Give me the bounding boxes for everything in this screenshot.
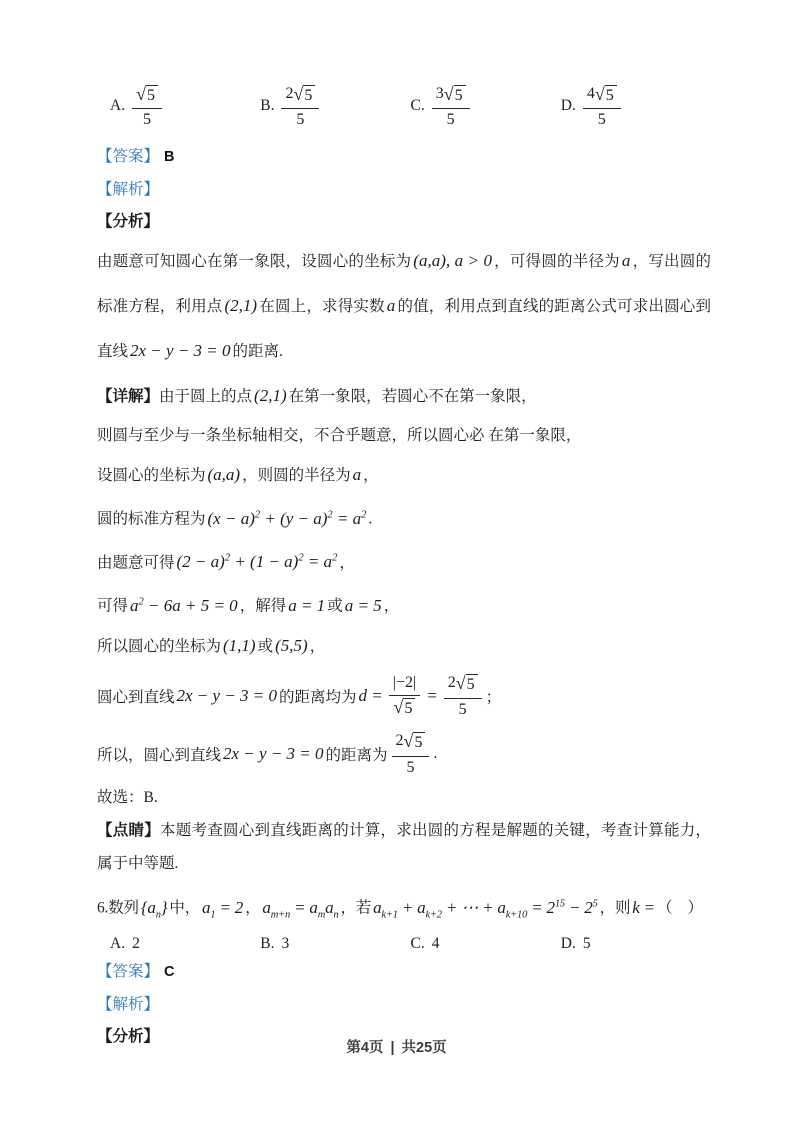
answer-value: B: [164, 148, 175, 165]
math-run: (a,a), a > 0: [413, 250, 492, 270]
radical: [293, 85, 315, 105]
math-sub: n: [155, 909, 161, 920]
fraction-denominator: 5: [597, 111, 606, 129]
option-label: A.: [110, 935, 126, 952]
text-run: 本题考查圆心到直线距离的计算，求出圆的方程是解题的关键，考查计算能力，属于中等题.: [97, 821, 711, 872]
math-sup: 2: [254, 508, 261, 520]
answer-label: 【答案】: [97, 963, 160, 980]
radical: [444, 85, 466, 105]
text-run: ，: [245, 899, 261, 917]
radicand: 5: [605, 85, 617, 105]
math-run: 2x − y − 3 = 0: [130, 340, 231, 360]
q5-option-b: [260, 84, 410, 129]
math-run: a = 1: [288, 595, 326, 615]
text-run: 的值，利用点到直线的距离公式可求出圆心到直线: [97, 297, 711, 360]
radical-sign-icon: √: [136, 84, 146, 104]
option-value: 4: [431, 935, 440, 952]
math-sup: 2: [138, 596, 144, 608]
page-footer: [0, 1036, 793, 1057]
option-value: 2: [132, 935, 140, 952]
detail-line-3: [97, 455, 711, 495]
text-run: 中，: [169, 899, 201, 917]
radical: [404, 732, 426, 752]
text-run: .: [433, 744, 438, 762]
text-run: ，可得圆的半径为: [493, 252, 620, 270]
radicand: 5: [403, 698, 415, 718]
math-sub: k+2: [425, 909, 442, 920]
option-label: B.: [260, 97, 275, 115]
option-label: A.: [110, 97, 126, 115]
math-sup: 2: [224, 552, 231, 564]
math-sup: 2: [327, 508, 333, 520]
footer-total-pages: 共25页: [401, 1040, 447, 1056]
fraction-denominator: [394, 696, 416, 718]
math-run: [130, 596, 238, 615]
math-var: + ⋯ + a: [441, 897, 506, 917]
text-run: 所以，圆心到直线: [97, 746, 222, 764]
text-run: 的距离.: [232, 342, 283, 360]
math-run: [202, 897, 244, 920]
option-label: D.: [560, 97, 576, 115]
text-run: ；: [485, 688, 502, 706]
coefficient: 3: [435, 85, 444, 102]
math-sub: k+1: [381, 909, 398, 920]
fenxi-label: 【分析】: [97, 212, 160, 230]
math-sup: 2: [332, 552, 338, 564]
radical-sign-icon: √: [393, 697, 404, 718]
math-run: a: [352, 464, 362, 484]
q5-analysis-paragraph: [97, 239, 711, 374]
fraction-denominator: 5: [143, 111, 152, 129]
math-var: + (1 − a): [230, 552, 299, 572]
fraction: [392, 731, 430, 776]
text-run: ，写出圆的标准方程，利用点: [97, 252, 711, 315]
math-sub: n: [333, 909, 339, 920]
math-var: − 2: [564, 897, 593, 917]
radical: [394, 698, 416, 718]
math-var: (2 − a): [176, 552, 225, 572]
q5-fenxi-line: [97, 210, 711, 233]
detail-line-2: [97, 416, 711, 455]
text-run: 由题意可得: [97, 554, 175, 572]
radicand: 5: [146, 85, 158, 105]
fraction-denominator: 5: [296, 111, 305, 129]
math-run: [177, 552, 338, 571]
math-var: = a: [332, 508, 362, 528]
radicand: 5: [466, 674, 478, 694]
math-run: [373, 897, 598, 920]
coefficient: 2: [447, 674, 456, 692]
text-run: 则圆与至少与一条坐标轴相交，不合乎题意，所以圆心必 在第一象限，: [97, 426, 582, 444]
fraction: [132, 84, 162, 129]
math-var: + (y − a): [260, 508, 328, 528]
radical: [595, 85, 617, 105]
q6-answer-line: [97, 960, 711, 984]
answer-label: 【答案】: [97, 147, 160, 165]
math-var: (x − a): [207, 508, 255, 528]
detail-line-7: [97, 626, 711, 666]
math-var: a: [262, 897, 271, 917]
radical-sign-icon: √: [403, 731, 414, 752]
detail-line-4: [97, 495, 711, 539]
math-run: =: [426, 685, 438, 705]
text-run: 在第一象限，若圆心不在第一象限，: [288, 387, 537, 405]
text-run: ，: [363, 466, 379, 484]
text-run: 故选：B.: [97, 788, 158, 806]
q6-option-d: [561, 935, 711, 953]
fraction-numerator: [281, 84, 319, 109]
fraction-numerator: [583, 84, 621, 109]
math-run: d =: [358, 685, 383, 705]
radical-sign-icon: √: [293, 84, 304, 104]
radical: [456, 674, 478, 694]
math-sup: 2: [361, 508, 367, 520]
dianjing-label: 【点睛】: [97, 821, 160, 839]
text-run: ，解得: [239, 597, 287, 615]
detail-line-9: [97, 726, 711, 782]
fraction-numerator: [392, 731, 430, 756]
text-run: 圆的标准方程为: [97, 510, 206, 528]
coefficient: 2: [395, 732, 404, 750]
math-run: (2,1): [254, 385, 287, 405]
math-var: = a: [303, 552, 333, 572]
math-run: a = 5: [344, 595, 382, 615]
text-run: 的距离为: [325, 746, 388, 764]
text-run: ，则圆的半径为: [242, 466, 351, 484]
text-run: 的距离均为: [279, 688, 357, 706]
fraction-denominator: 5: [406, 758, 415, 776]
math-sub: m: [317, 909, 326, 920]
math-run: 2x − y − 3 = 0: [223, 743, 324, 763]
coefficient: 4: [586, 85, 595, 102]
radical: [136, 85, 158, 105]
option-label: D.: [560, 935, 576, 952]
fenxi-label: 【分析】: [97, 1028, 160, 1045]
text-run: （ ）: [656, 899, 703, 917]
q6-options-row: [97, 935, 711, 953]
text-run: .: [368, 510, 373, 528]
fraction-numerator: [132, 84, 162, 109]
text-run: 或: [257, 637, 274, 655]
radicand: 5: [454, 85, 466, 105]
coefficient: 2: [285, 85, 294, 102]
math-sub: k+10: [505, 909, 528, 920]
text-run: 或: [327, 597, 343, 615]
math-sup: 2: [298, 552, 304, 564]
fraction-numerator: |−2|: [389, 673, 420, 696]
text-run: ，若: [340, 899, 372, 917]
text-run: 在圆上，求得实数: [259, 297, 385, 315]
radical-sign-icon: √: [594, 84, 605, 104]
math-run: k =: [632, 897, 655, 917]
footer-page-number: 第4页: [346, 1040, 384, 1056]
math-run: (5,5): [275, 635, 308, 655]
fraction: [281, 84, 319, 129]
math-var: = a: [290, 897, 318, 917]
text-run: 由于圆上的点: [159, 387, 253, 405]
text-run: 圆心到直线: [97, 688, 175, 706]
q6-option-a: [110, 935, 260, 953]
answer-value: C: [164, 964, 175, 980]
radical-sign-icon: √: [443, 84, 454, 104]
text-run: ，则: [599, 899, 631, 917]
math-var: + a: [397, 897, 426, 917]
fraction-numerator: [432, 84, 470, 109]
math-var: a: [373, 897, 382, 917]
detail-line-6: [97, 582, 711, 626]
xiangjie-label: 【详解】: [97, 387, 160, 405]
text-run: ，: [309, 637, 326, 655]
footer-separator: |: [390, 1040, 395, 1056]
conclusion-line: [97, 782, 711, 814]
math-run: [208, 509, 367, 528]
text-run: ，: [339, 554, 355, 572]
math-run: a: [621, 250, 631, 270]
math-sup: 5: [592, 897, 598, 909]
detail-line-1: [97, 376, 711, 416]
fraction: [583, 84, 621, 129]
option-value: 3: [281, 935, 290, 952]
text-run: 6.数列: [97, 899, 139, 917]
radicand: 5: [303, 85, 315, 105]
fraction: [432, 84, 470, 129]
math-run: (a,a): [207, 464, 241, 484]
jiexi-label: 【解析】: [97, 180, 160, 198]
page-content: [97, 84, 711, 1057]
q5-options-row: [97, 84, 711, 129]
math-var: a: [130, 595, 139, 615]
q6-stem: [97, 884, 711, 935]
text-run: 所以圆心的坐标为: [97, 637, 222, 655]
math-var: a: [325, 897, 334, 917]
math-var: = 2: [527, 897, 555, 917]
option-value: 5: [582, 935, 591, 952]
math-var: − 6a + 5 = 0: [143, 595, 238, 615]
text-run: 设圆心的坐标为: [97, 466, 206, 484]
option-label: C.: [410, 97, 425, 115]
math-run: [262, 897, 339, 920]
math-run: [140, 897, 168, 920]
fraction-denominator: 5: [458, 700, 467, 718]
math-run: 2x − y − 3 = 0: [176, 685, 278, 705]
math-run: (2,1): [224, 295, 258, 315]
math-var: {a: [140, 897, 156, 917]
q5-option-c: [411, 84, 561, 129]
jiexi-label: 【解析】: [97, 996, 160, 1013]
q5-option-a: [110, 84, 260, 129]
math-var: }: [160, 897, 168, 917]
q6-jiexi-line: [97, 993, 711, 1016]
detail-line-5: [97, 539, 711, 583]
detail-line-8: [97, 666, 711, 726]
radicand: 5: [413, 732, 425, 752]
option-label: C.: [410, 935, 425, 952]
q6-option-b: [260, 935, 410, 953]
fraction: [389, 673, 420, 718]
q5-jiexi-line: [97, 178, 711, 201]
q5-option-d: [561, 84, 711, 129]
option-label: B.: [260, 935, 275, 952]
math-run: a: [386, 295, 396, 315]
text-run: 由题意可知圆心在第一象限，设圆心的坐标为: [97, 252, 412, 270]
radical-sign-icon: √: [455, 673, 466, 694]
q5-answer-line: [97, 145, 711, 169]
text-run: 可得: [97, 597, 129, 615]
math-var: a: [202, 897, 211, 917]
math-sup: 15: [554, 897, 565, 909]
math-var: = 2: [215, 897, 244, 917]
q6-option-c: [411, 935, 561, 953]
text-run: ，: [383, 597, 400, 615]
math-sub: 1: [210, 909, 216, 920]
math-sub: m+n: [270, 909, 291, 920]
fraction: [444, 673, 482, 718]
fraction-numerator: [444, 673, 482, 698]
q5-dianjing-paragraph: [97, 814, 711, 880]
math-run: (1,1): [223, 635, 256, 655]
fraction-denominator: 5: [446, 111, 455, 129]
